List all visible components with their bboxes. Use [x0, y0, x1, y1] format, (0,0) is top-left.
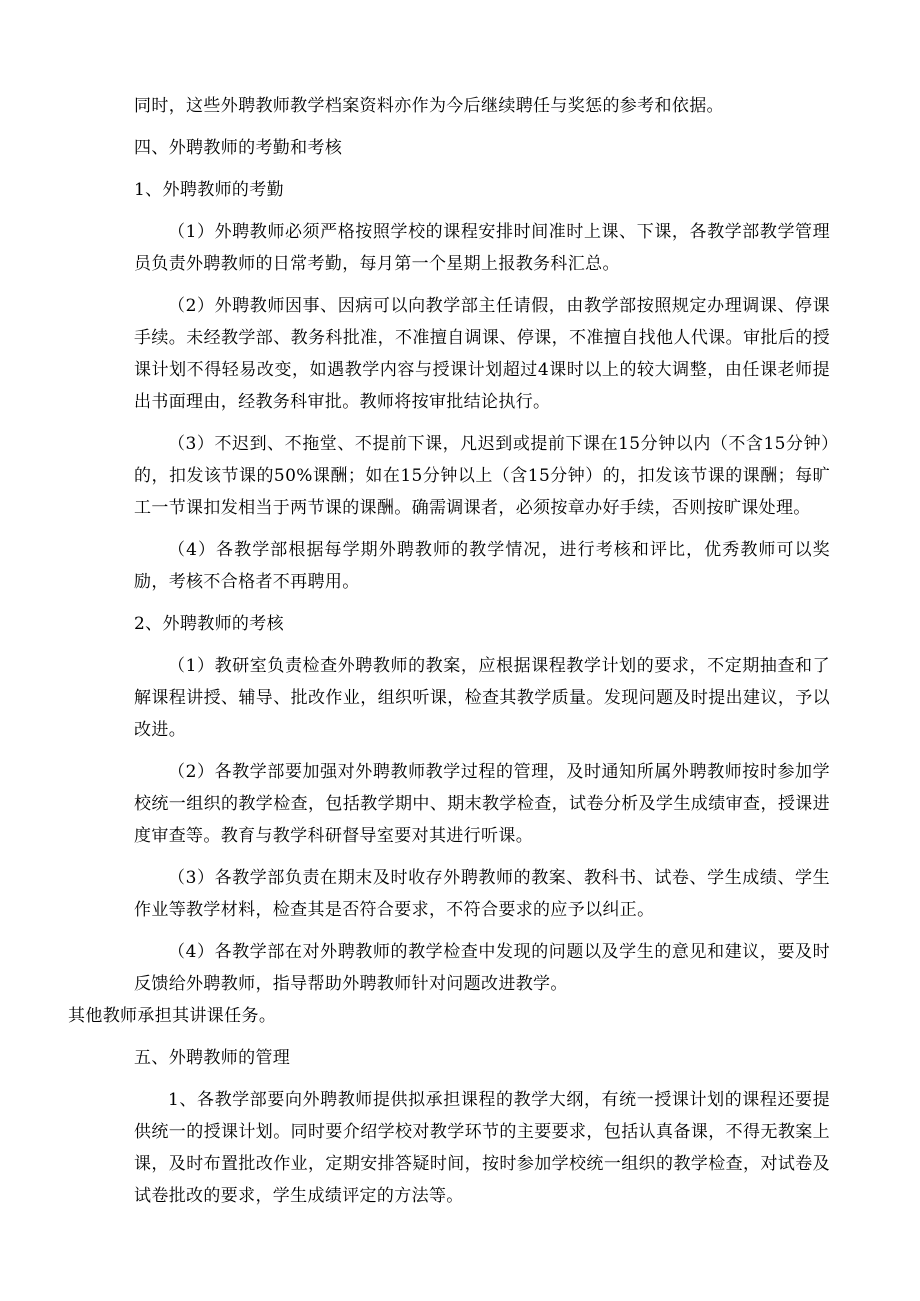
section-heading-5: 五、外聘教师的管理 — [134, 1048, 291, 1068]
attendance-item-1: （1）外聘教师必须严格按照学校的课程安排时间准时上课、下课，各教学部教学管理员负责外聘教师的日常考勤，每月第一个星期上报教务科汇总。 — [134, 222, 830, 274]
subsection-heading-attendance: 1、外聘教师的考勤 — [134, 180, 284, 200]
assessment-item-3: （3）各教学部负责在期末及时收存外聘教师的教案、教科书、试卷、学生成绩、学生作业等教学材料，检查其是否符合要求，不符合要求的应予以纠正。 — [134, 868, 830, 920]
management-item-1: 1、各教学部要向外聘教师提供拟承担课程的教学大纲，有统一授课计划的课程还要提供统一的授课计划。同时要介绍学校对教学环节的主要要求，包括认真备课，不得无教案上课，及时布置批改作业，定期安排答疑时间，按时参加学校统一组织的教学检查，对试卷及试卷批改的要求，学生成绩评定的方法等。 — [134, 1090, 830, 1206]
paragraph-archive-note: 同时，这些外聘教师教学档案资料亦作为今后继续聘任与奖惩的参考和依据。 — [134, 96, 724, 116]
section-heading-4: 四、外聘教师的考勤和考核 — [134, 138, 343, 158]
document-page — [68, 90, 830, 1212]
subsection-heading-assessment: 2、外聘教师的考核 — [134, 614, 284, 634]
stray-line: 其他教师承担其讲课任务。 — [68, 1006, 277, 1026]
attendance-item-2: （2）外聘教师因事、因病可以向教学部主任请假，由教学部按照规定办理调课、停课手续。未经教学部、教务科批准，不准擅自调课、停课，不准擅自找他人代课。审批后的授课计划不得轻易改变，如遇教学内容与授课计划超过4课时以上的较大调整，由任课老师提出书面理由，经教务科审批。教师将按审批结论执行。 — [134, 296, 830, 412]
assessment-item-1: （1）教研室负责检查外聘教师的教案，应根据课程教学计划的要求，不定期抽查和了解课程讲授、辅导、批改作业，组织听课，检查其教学质量。发现问题及时提出建议，予以改进。 — [134, 656, 830, 740]
assessment-item-4: （4）各教学部在对外聘教师的教学检查中发现的问题以及学生的意见和建议，要及时反馈给外聘教师，指导帮助外聘教师针对问题改进教学。 — [134, 942, 830, 994]
attendance-item-4: （4）各教学部根据每学期外聘教师的教学情况，进行考核和评比，优秀教师可以奖励，考核不合格者不再聘用。 — [134, 540, 830, 592]
assessment-item-2: （2）各教学部要加强对外聘教师教学过程的管理，及时通知所属外聘教师按时参加学校统一组织的教学检查，包括教学期中、期末教学检查，试卷分析及学生成绩审查，授课进度审查等。教育与教学科研督导室要对其进行听课。 — [134, 762, 830, 846]
attendance-item-3: （3）不迟到、不拖堂、不提前下课，凡迟到或提前下课在15分钟以内（不含15分钟）的，扣发该节课的50%课酬；如在15分钟以上（含15分钟）的，扣发该节课的课酬；每旷工一节课扣发相当于两节课的课酬。确需调课者，必须按章办好手续，否则按旷课处理。 — [134, 434, 830, 518]
